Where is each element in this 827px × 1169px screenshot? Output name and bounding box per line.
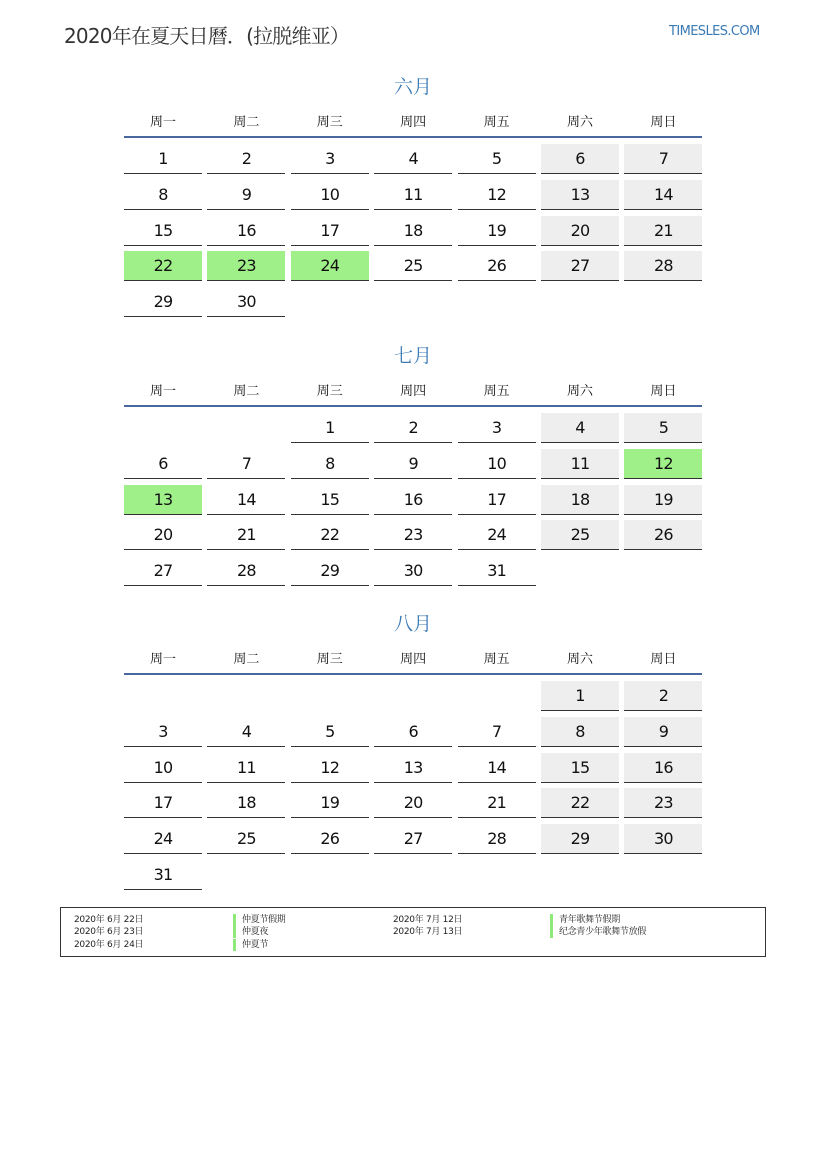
weekday-header: 周五 bbox=[483, 115, 510, 130]
weekday-header: 周日 bbox=[650, 652, 677, 667]
day-cell: 21 bbox=[458, 788, 536, 818]
legend-date: 2020年 6月 22日 bbox=[74, 915, 144, 925]
day-cell: 6 bbox=[374, 717, 452, 747]
day-cell: 10 bbox=[291, 180, 369, 210]
day-cell: 23 bbox=[374, 520, 452, 550]
day-cell: 30 bbox=[624, 824, 702, 854]
day-cell: 18 bbox=[541, 485, 619, 515]
day-cell: 9 bbox=[624, 717, 702, 747]
weekday-header: 周四 bbox=[400, 115, 427, 130]
day-cell: 8 bbox=[291, 449, 369, 479]
weekday-header: 周三 bbox=[316, 652, 343, 667]
legend-date: 2020年 7月 13日 bbox=[393, 927, 463, 937]
day-cell: 11 bbox=[374, 180, 452, 210]
weekday-header: 周五 bbox=[483, 384, 510, 399]
day-cell: 16 bbox=[374, 485, 452, 515]
weekday-header: 周二 bbox=[233, 384, 260, 399]
month-header-rule bbox=[124, 405, 702, 407]
weekday-header: 周六 bbox=[566, 652, 593, 667]
weekday-header: 周一 bbox=[149, 652, 176, 667]
day-cell: 8 bbox=[124, 180, 202, 210]
legend-holiday-name: 仲夏节 bbox=[233, 939, 268, 951]
holiday-day-cell: 23 bbox=[207, 251, 285, 281]
day-cell: 16 bbox=[207, 216, 285, 246]
day-cell: 1 bbox=[124, 144, 202, 174]
day-cell: 17 bbox=[291, 216, 369, 246]
day-cell: 8 bbox=[541, 717, 619, 747]
day-cell: 19 bbox=[458, 216, 536, 246]
day-cell: 13 bbox=[541, 180, 619, 210]
day-cell: 20 bbox=[541, 216, 619, 246]
weekday-header: 周六 bbox=[566, 384, 593, 399]
day-cell: 9 bbox=[374, 449, 452, 479]
day-cell: 27 bbox=[124, 556, 202, 586]
page-title: 2020年在夏天日曆．(拉脱维亚） bbox=[64, 24, 350, 48]
day-cell: 7 bbox=[624, 144, 702, 174]
weekday-header: 周二 bbox=[233, 652, 260, 667]
day-cell: 23 bbox=[624, 788, 702, 818]
weekday-header: 周五 bbox=[483, 652, 510, 667]
day-cell: 27 bbox=[541, 251, 619, 281]
day-cell: 25 bbox=[541, 520, 619, 550]
day-cell: 30 bbox=[374, 556, 452, 586]
day-cell: 1 bbox=[541, 681, 619, 711]
day-cell: 11 bbox=[541, 449, 619, 479]
day-cell: 14 bbox=[458, 753, 536, 783]
weekday-header: 周一 bbox=[149, 115, 176, 130]
day-cell: 26 bbox=[458, 251, 536, 281]
weekday-header: 周二 bbox=[233, 115, 260, 130]
day-cell: 31 bbox=[458, 556, 536, 586]
weekday-header: 周日 bbox=[650, 384, 677, 399]
day-cell: 1 bbox=[291, 413, 369, 443]
weekday-header: 周四 bbox=[400, 652, 427, 667]
legend-holiday-name: 仲夏节假期 bbox=[233, 914, 286, 926]
weekday-header: 周六 bbox=[566, 115, 593, 130]
day-cell: 29 bbox=[124, 287, 202, 317]
day-cell: 6 bbox=[541, 144, 619, 174]
day-cell: 12 bbox=[291, 753, 369, 783]
day-cell: 2 bbox=[374, 413, 452, 443]
legend-date: 2020年 6月 24日 bbox=[74, 940, 144, 950]
month-title: 六月 bbox=[393, 76, 432, 98]
weekday-header: 周日 bbox=[650, 115, 677, 130]
day-cell: 13 bbox=[374, 753, 452, 783]
site-brand-link[interactable]: TIMESLES.COM bbox=[669, 24, 760, 39]
day-cell: 15 bbox=[291, 485, 369, 515]
legend-date: 2020年 6月 23日 bbox=[74, 927, 144, 937]
day-cell: 2 bbox=[207, 144, 285, 174]
holiday-legend bbox=[60, 907, 766, 957]
day-cell: 5 bbox=[458, 144, 536, 174]
day-cell: 19 bbox=[291, 788, 369, 818]
month-header-rule bbox=[124, 136, 702, 138]
month-title: 七月 bbox=[393, 345, 432, 367]
day-cell: 22 bbox=[541, 788, 619, 818]
weekday-header: 周三 bbox=[316, 384, 343, 399]
day-cell: 26 bbox=[624, 520, 702, 550]
day-cell: 2 bbox=[624, 681, 702, 711]
day-cell: 3 bbox=[124, 717, 202, 747]
day-cell: 10 bbox=[458, 449, 536, 479]
day-cell: 16 bbox=[624, 753, 702, 783]
day-cell: 14 bbox=[624, 180, 702, 210]
day-cell: 24 bbox=[124, 824, 202, 854]
day-cell: 26 bbox=[291, 824, 369, 854]
day-cell: 3 bbox=[458, 413, 536, 443]
day-cell: 9 bbox=[207, 180, 285, 210]
day-cell: 28 bbox=[207, 556, 285, 586]
day-cell: 11 bbox=[207, 753, 285, 783]
day-cell: 4 bbox=[541, 413, 619, 443]
day-cell: 20 bbox=[124, 520, 202, 550]
day-cell: 22 bbox=[291, 520, 369, 550]
legend-date: 2020年 7月 12日 bbox=[393, 915, 463, 925]
day-cell: 31 bbox=[124, 860, 202, 890]
weekday-header: 周三 bbox=[316, 115, 343, 130]
day-cell: 20 bbox=[374, 788, 452, 818]
day-cell: 10 bbox=[124, 753, 202, 783]
holiday-day-cell: 12 bbox=[624, 449, 702, 479]
day-cell: 21 bbox=[207, 520, 285, 550]
day-cell: 17 bbox=[124, 788, 202, 818]
day-cell: 25 bbox=[207, 824, 285, 854]
day-cell: 5 bbox=[291, 717, 369, 747]
day-cell: 25 bbox=[374, 251, 452, 281]
holiday-day-cell: 24 bbox=[291, 251, 369, 281]
day-cell: 24 bbox=[458, 520, 536, 550]
month-header-rule bbox=[124, 673, 702, 675]
day-cell: 15 bbox=[124, 216, 202, 246]
day-cell: 27 bbox=[374, 824, 452, 854]
day-cell: 30 bbox=[207, 287, 285, 317]
day-cell: 14 bbox=[207, 485, 285, 515]
day-cell: 6 bbox=[124, 449, 202, 479]
day-cell: 12 bbox=[458, 180, 536, 210]
day-cell: 28 bbox=[458, 824, 536, 854]
day-cell: 18 bbox=[207, 788, 285, 818]
holiday-day-cell: 13 bbox=[124, 485, 202, 515]
day-cell: 4 bbox=[374, 144, 452, 174]
legend-holiday-name: 青年歌舞节假期 bbox=[550, 914, 620, 926]
holiday-day-cell: 22 bbox=[124, 251, 202, 281]
day-cell: 5 bbox=[624, 413, 702, 443]
legend-holiday-name: 仲夏夜 bbox=[233, 926, 268, 938]
day-cell: 21 bbox=[624, 216, 702, 246]
month-title: 八月 bbox=[393, 613, 432, 635]
legend-holiday-name: 纪念青少年歌舞节放假 bbox=[550, 926, 646, 938]
day-cell: 29 bbox=[291, 556, 369, 586]
day-cell: 29 bbox=[541, 824, 619, 854]
day-cell: 7 bbox=[207, 449, 285, 479]
weekday-header: 周一 bbox=[149, 384, 176, 399]
day-cell: 17 bbox=[458, 485, 536, 515]
day-cell: 15 bbox=[541, 753, 619, 783]
weekday-header: 周四 bbox=[400, 384, 427, 399]
day-cell: 18 bbox=[374, 216, 452, 246]
day-cell: 4 bbox=[207, 717, 285, 747]
day-cell: 3 bbox=[291, 144, 369, 174]
day-cell: 7 bbox=[458, 717, 536, 747]
day-cell: 28 bbox=[624, 251, 702, 281]
day-cell: 19 bbox=[624, 485, 702, 515]
